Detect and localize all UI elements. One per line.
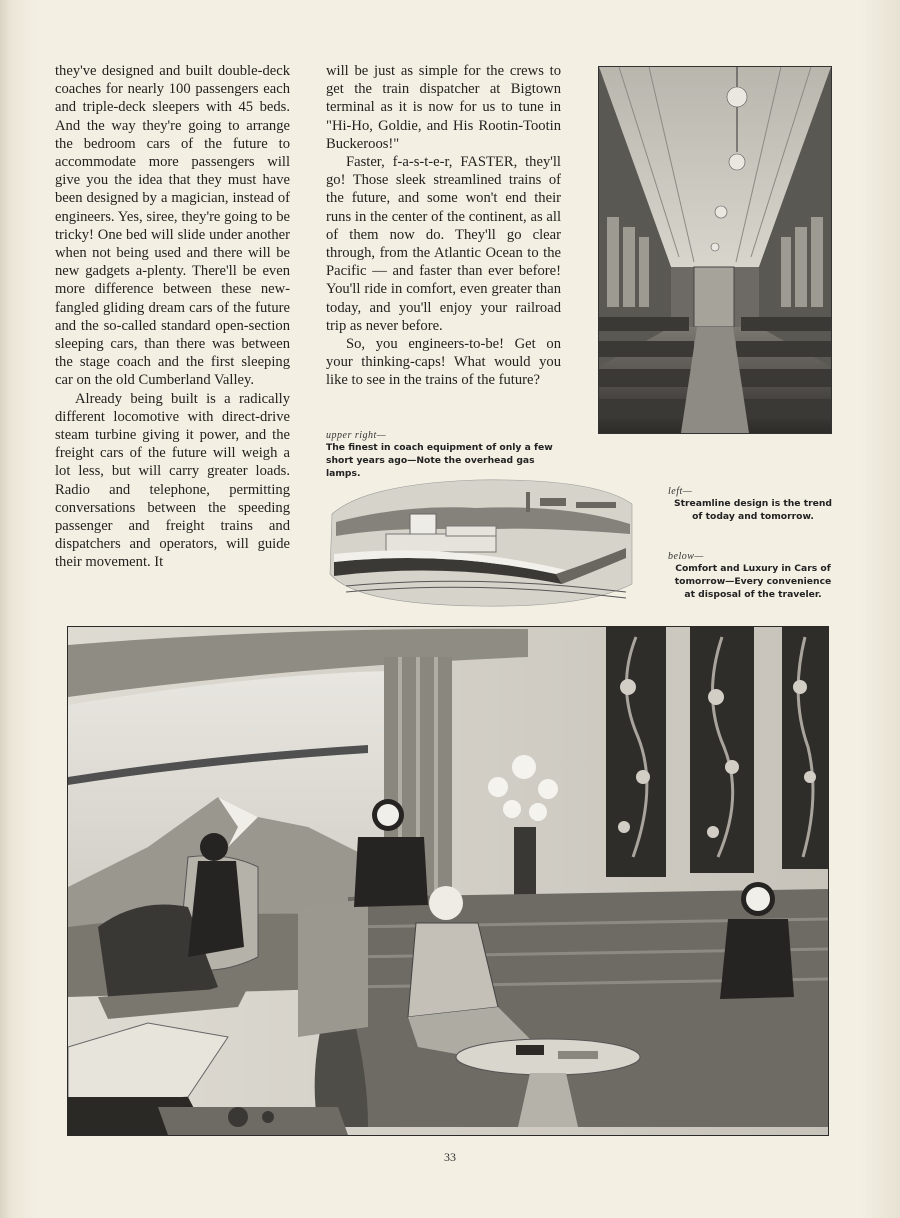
caption-text: Streamline design is the trend of today and tomorrow. bbox=[673, 498, 832, 522]
caption-label: below— bbox=[668, 551, 704, 562]
caption-label: left— bbox=[668, 486, 693, 497]
paragraph: will be just as simple for the crews to get the train dispatcher at Bigtown terminal as it is now for us to tune in "Hi-Ho, Goldie, and His Rootin-Tootin Buckeroos!" bbox=[326, 63, 561, 152]
streamline-train-illustration bbox=[326, 474, 638, 610]
streamline-train-image bbox=[326, 474, 638, 610]
text-column-middle bbox=[326, 62, 561, 390]
caption-upper-right bbox=[326, 430, 571, 480]
lounge-car-image bbox=[68, 627, 828, 1135]
caption-text: The finest in coach equipment of only a few short years ago—Note the overhead gas lamps. bbox=[326, 442, 553, 479]
caption-text: Comfort and Luxury in Cars of tomorrow—Every convenience at disposal of the traveler. bbox=[674, 563, 832, 600]
paragraph: they've designed and built double-deck coaches for nearly 100 passengers each and triple-deck sleepers with 45 beds. And the way they're going to arrange the bedroom cars of the future to accommodate more passengers will give you the idea that they must have been designed by a magician, instead of engineers. Yes, siree, they're going to be tricky! One bed will slide under another when not being used and there will be new gadgets a-plenty. There'll be even more difference between these new-fangled gliding dream cars of the future and the so-called standard open-section sleeping cars, than there was between the stage coach and the first sleeping car on the old Cumberland Valley. bbox=[55, 63, 290, 389]
paragraph: Already being built is a radically different locomotive with direct-drive steam turbine giving it power, and the freight cars of the future will weigh a lot less, but will carry greater loads. Radio and telephone, permitting conversations between the speeding passenger and freight trains and dispatchers and operators, will guide their movement. It bbox=[55, 390, 290, 571]
paragraph: Faster, f-a-s-t-e-r, FASTER, they'll go! Those sleek streamlined trains of the future, and some won't end their runs in the center of the continent, as all of them now do. They'll go clear through, from the Atlantic Ocean to the Pacific — and faster than ever before! You'll ride in comfort, even greater than today, and you'll enjoy your railroad trip as never before. bbox=[326, 154, 561, 334]
lounge-car-illustration bbox=[67, 626, 829, 1136]
text-column-left bbox=[55, 62, 290, 572]
coach-interior-image bbox=[599, 67, 831, 433]
page-number: 33 bbox=[444, 1150, 456, 1164]
caption-label: upper right— bbox=[326, 430, 387, 441]
caption-left bbox=[668, 486, 838, 523]
coach-interior-photo bbox=[598, 66, 832, 434]
paragraph: So, you engineers-to-be! Get on your thinking-caps! What would you like to see in the trains of the future? bbox=[326, 336, 561, 389]
caption-below bbox=[668, 551, 838, 601]
